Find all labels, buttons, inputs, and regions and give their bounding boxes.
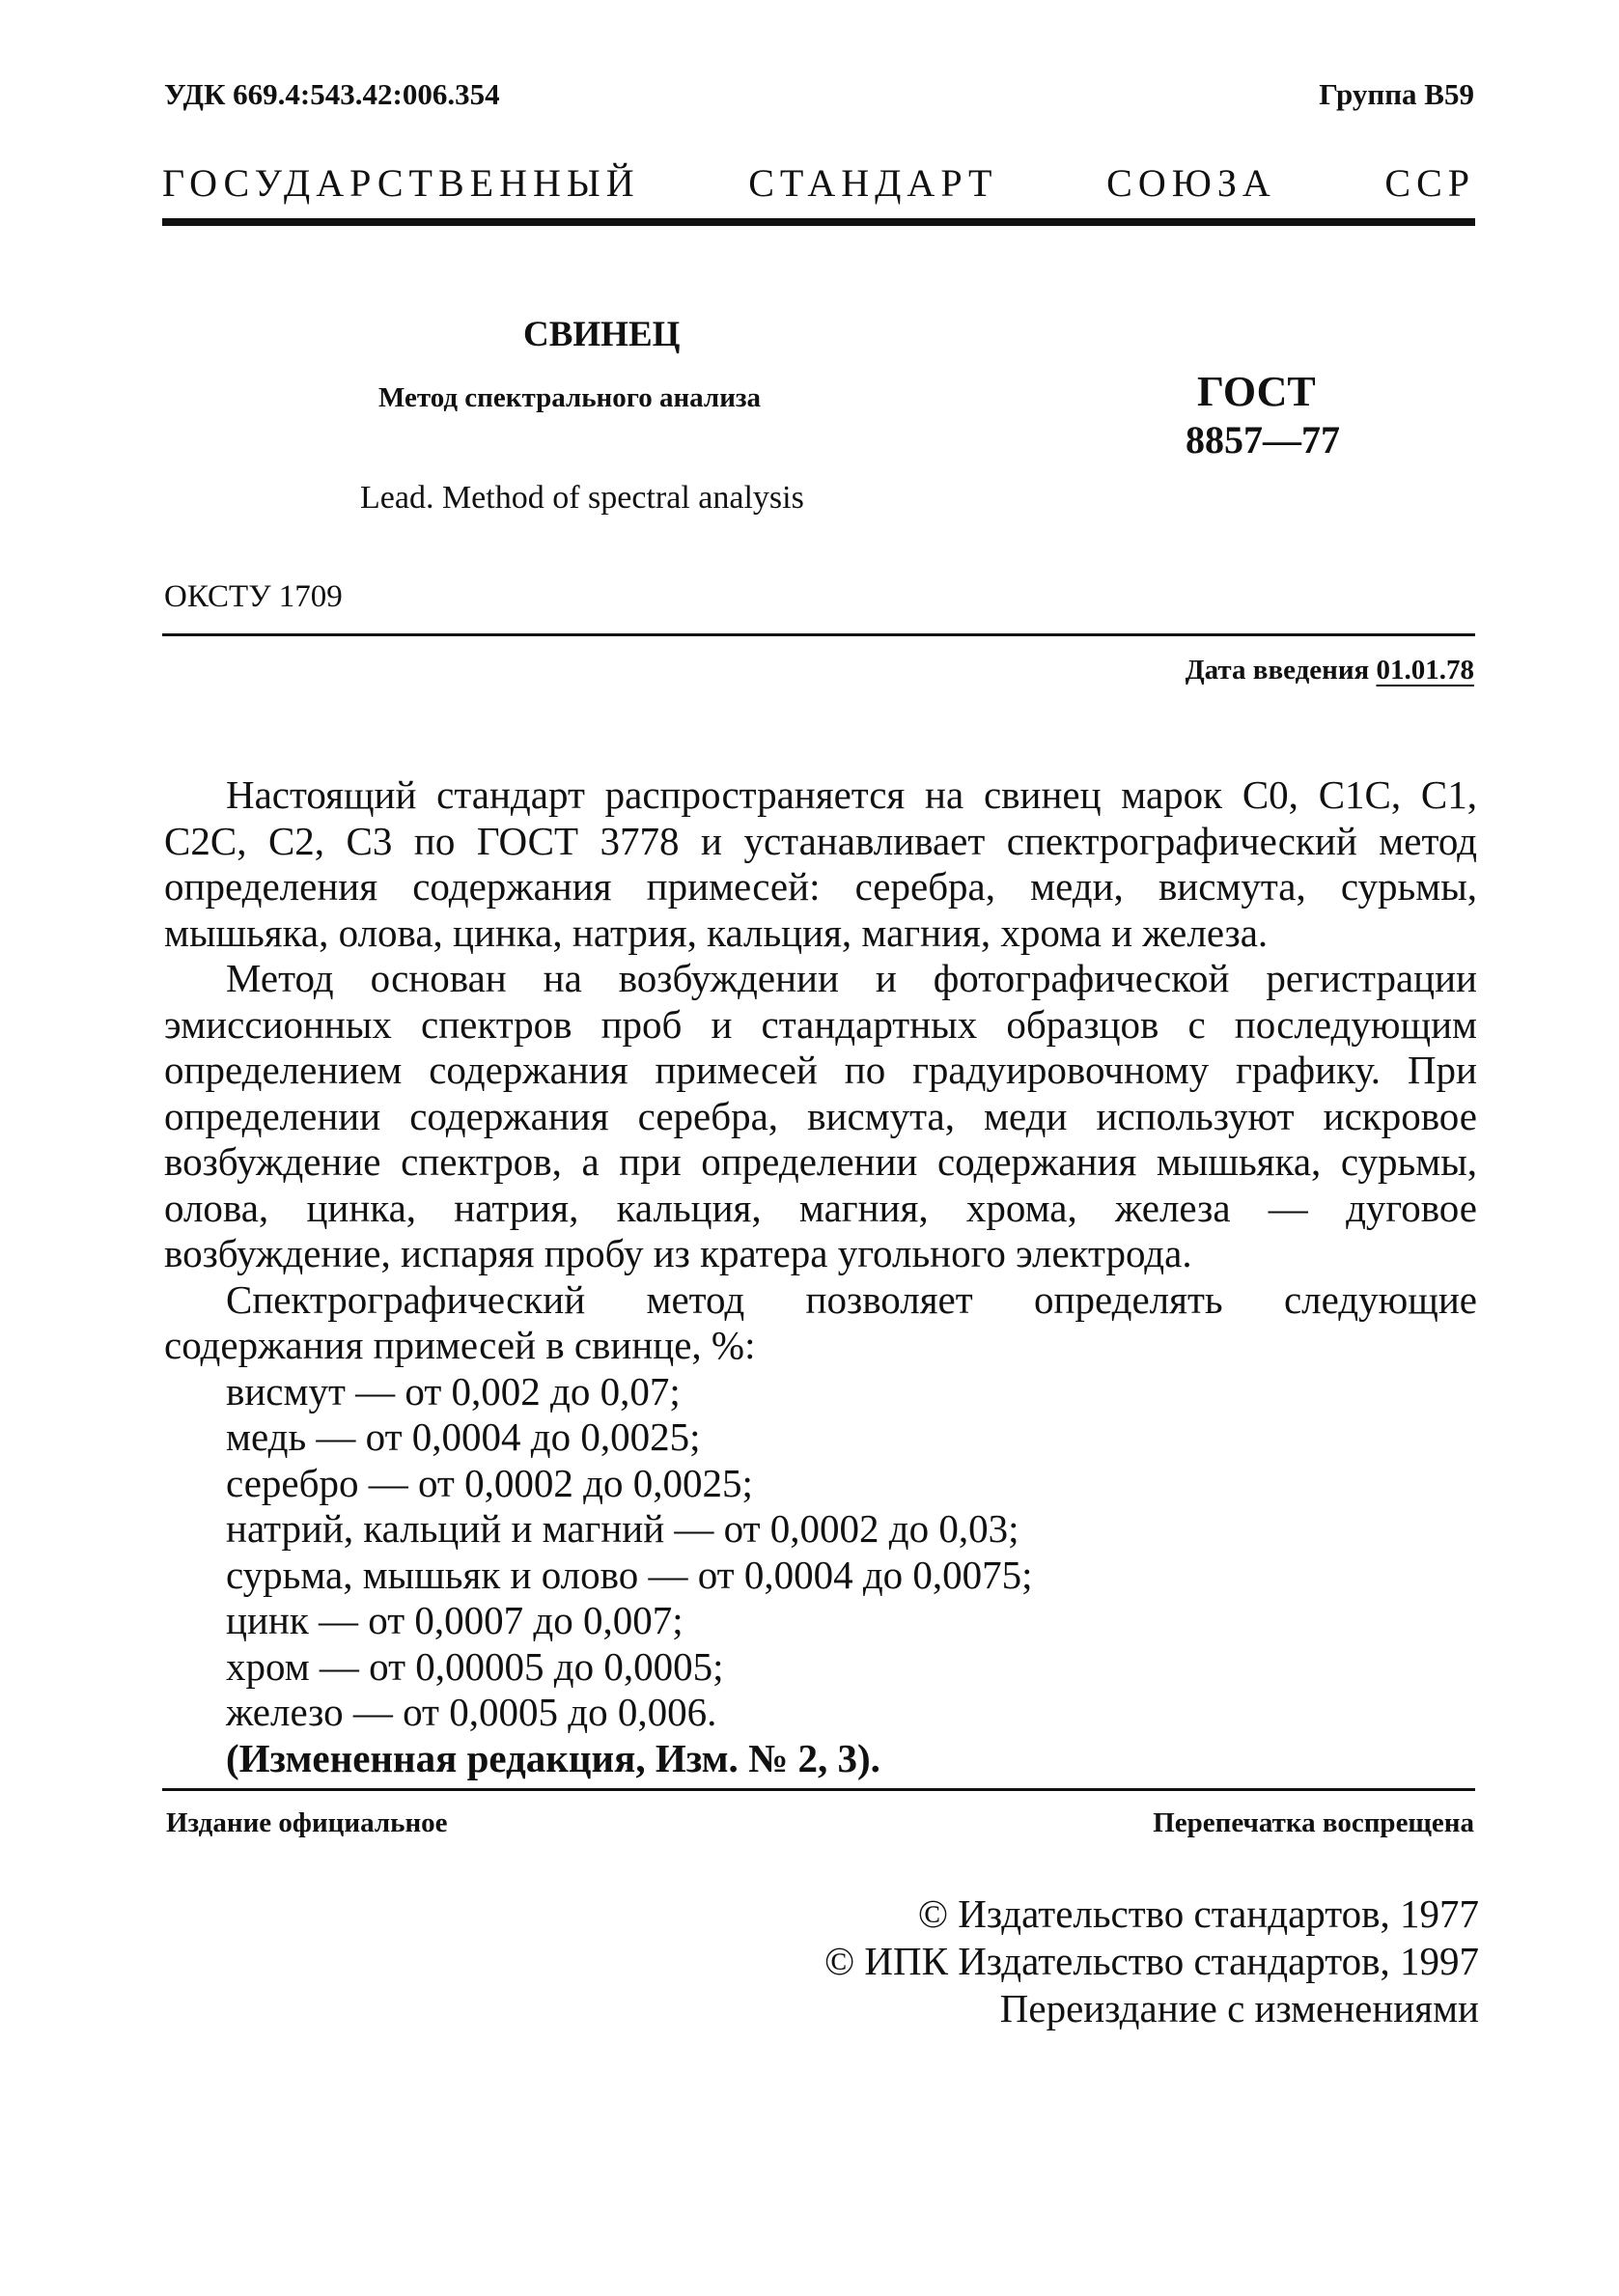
list-item: железо — от 0,0005 до 0,006. <box>226 1690 717 1734</box>
reprint-prohibited-label: Перепечатка воспрещена <box>1153 1807 1474 1838</box>
oksty-code: ОКСТУ 1709 <box>164 579 343 614</box>
reissue-note: Переиздание с изменениями <box>999 1986 1479 2030</box>
state-standard-heading: ГОСУДАРСТВЕННЫЙ СТАНДАРТ СОЮЗА ССР <box>162 161 1475 205</box>
copyright-line: © ИПК Издательство стандартов, 1997 <box>823 1939 1479 1983</box>
introduction-date-value: 01.01.78 <box>1376 655 1474 686</box>
document-title-english: Lead. Method of spectral analysis <box>360 480 804 516</box>
title-divider <box>162 633 1475 636</box>
paragraph-ranges-intro: Спектрографический метод позволяет определять следующие содержания примесей в свинце, %: <box>164 1276 1477 1367</box>
list-item: сурьма, мышьяк и олово — от 0,0004 до 0,0075; <box>226 1552 1033 1597</box>
gost-label: ГОСТ <box>1197 368 1316 415</box>
list-item: хром — от 0,00005 до 0,0005; <box>226 1643 724 1689</box>
header-thick-rule <box>162 218 1475 226</box>
list-item: висмут — от 0,002 до 0,07; <box>226 1368 681 1414</box>
document-body <box>164 772 1477 1781</box>
list-item: серебро — от 0,0002 до 0,0025; <box>226 1460 753 1505</box>
official-edition-label: Издание официальное <box>166 1807 448 1838</box>
document-subtitle: Метод спектрального анализа <box>378 382 762 413</box>
paragraph-scope: Настоящий стандарт распространяется на свинец марок С0, С1С, С1, С2С, С2, С3 по ГОСТ 3778 и устанавливает спектрографический метод определения содержания примесей: серебра, меди, висмута, сурьмы, мышьяка, олова, цинка, натрия, кальция, магния, хрома и железа. <box>164 772 1477 955</box>
document-title: СВИНЕЦ <box>523 315 681 354</box>
amendment-note: (Измененная редакция, Изм. № 2, 3). <box>226 1735 880 1780</box>
list-item: цинк — от 0,0007 до 0,007; <box>226 1598 684 1642</box>
introduction-date-label: Дата введения <box>1185 655 1370 686</box>
impurity-range-list <box>164 1369 1477 1736</box>
introduction-date <box>1186 655 1474 686</box>
group-code: Группа В59 <box>1319 77 1474 111</box>
list-item: натрий, кальций и магний — от 0,0002 до 0,03; <box>226 1506 1019 1551</box>
paragraph-method: Метод основан на возбуждении и фотографической регистрации эмиссионных спектров проб и стандартных образцов с последующим определением содержания примесей по градуировочному графику. При определении содержания серебра, висмута, меди используют искровое возбуждение спектров, а при определении содержания мышьяка, сурьмы, олова, цинка, натрия, кальция, магния, хрома, железа — дуговое возбуждение, испаряя пробу из кратера угольного электрода. <box>164 956 1477 1275</box>
list-item: медь — от 0,0004 до 0,0025; <box>226 1414 701 1459</box>
copyright-block <box>824 1890 1479 2032</box>
udk-code: УДК 669.4:543.42:006.354 <box>164 77 500 111</box>
gost-number: 8857—77 <box>1186 418 1340 462</box>
copyright-line: © Издательство стандартов, 1977 <box>917 1891 1479 1936</box>
footer-divider <box>162 1788 1475 1791</box>
